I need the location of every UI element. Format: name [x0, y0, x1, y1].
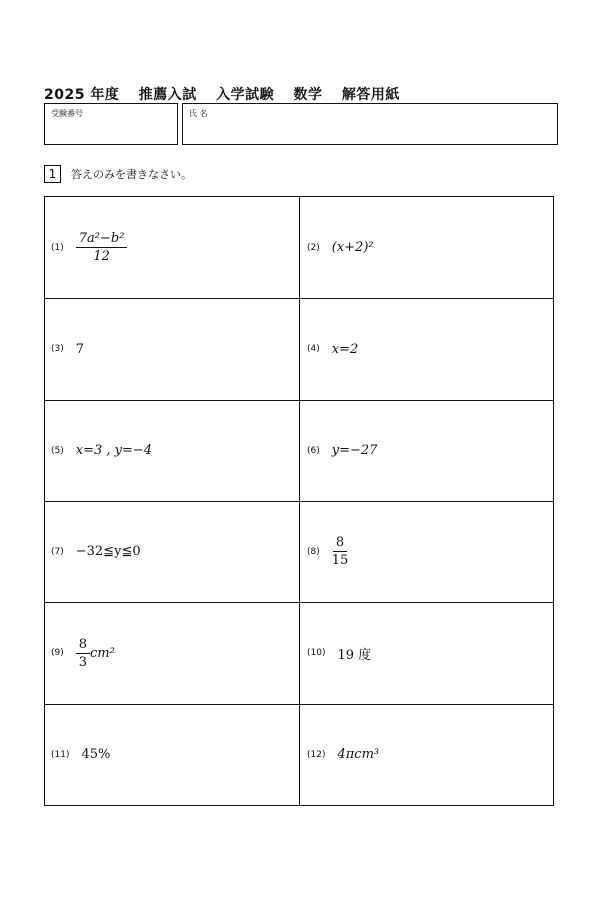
- answer-cell-8: [307, 501, 348, 602]
- answer-cell-4: [307, 298, 358, 400]
- name-field[interactable]: [182, 103, 558, 145]
- answer-cell-12: [307, 704, 379, 805]
- answer-text: y=−27: [331, 443, 378, 458]
- answer-cell-7: [51, 501, 141, 602]
- answer-text: 4πcm³: [337, 747, 380, 762]
- answer-text: (x+2)²: [331, 240, 374, 255]
- name-label: 氏 名: [189, 109, 208, 118]
- grid-divider: [45, 704, 553, 705]
- section-number: 1: [44, 165, 61, 183]
- answer-cell-9: [51, 602, 115, 704]
- answer-cell-2: [307, 197, 374, 298]
- answer-unit: cm²: [90, 645, 115, 661]
- exam-subject: 数学: [293, 87, 323, 103]
- answer-text: x=3 , y=−4: [75, 443, 153, 458]
- exam-year: 2025 年度: [44, 87, 120, 103]
- answer-cell-10: [307, 602, 371, 704]
- answer-label: (3): [51, 344, 64, 354]
- sheet-title: [44, 84, 414, 104]
- answer-cell-11: [51, 704, 110, 805]
- answer-label: (8): [307, 546, 320, 557]
- answer-fraction: [76, 637, 90, 670]
- fraction-denominator: 12: [93, 249, 110, 264]
- exam-number-label: 受験番号: [51, 109, 83, 118]
- section-instruction: 答えのみを書きなさい。: [71, 168, 192, 181]
- answer-text: x=2: [331, 341, 359, 357]
- section-header: [44, 165, 192, 183]
- answer-text: 19 度: [337, 647, 372, 663]
- sheet-name: 解答用紙: [341, 87, 400, 103]
- answer-text: 45%: [81, 747, 111, 762]
- answer-fraction: [76, 231, 128, 264]
- answer-label: (11): [51, 749, 70, 760]
- answer-grid: [44, 196, 554, 806]
- exam-type: 推薦入試: [138, 87, 197, 103]
- answer-cell-3: [51, 298, 84, 400]
- answer-label: (6): [307, 445, 320, 456]
- grid-divider: [45, 602, 553, 603]
- fraction-numerator: 8: [76, 637, 90, 654]
- fraction-denominator: 15: [331, 553, 349, 568]
- answer-label: (10): [307, 648, 326, 658]
- answer-cell-6: [307, 400, 377, 501]
- answer-label: (2): [307, 242, 320, 253]
- exam-name: 入学試験: [216, 87, 275, 103]
- fraction-numerator: 7a²−b²: [76, 231, 128, 248]
- answer-label: (7): [51, 546, 64, 557]
- answer-cell-5: [51, 400, 152, 501]
- fraction-numerator: 8: [333, 535, 347, 552]
- answer-label: (5): [51, 445, 64, 456]
- grid-divider: [45, 298, 553, 299]
- answer-label: (1): [51, 242, 64, 253]
- answer-text: 7: [75, 341, 85, 357]
- exam-number-field[interactable]: [44, 103, 178, 145]
- answer-cell-1: [51, 197, 127, 298]
- answer-label: (4): [307, 344, 320, 354]
- answer-text: −32≦y≦0: [75, 544, 141, 559]
- answer-label: (12): [307, 749, 326, 760]
- answer-fraction: [332, 535, 349, 568]
- answer-label: (9): [51, 648, 64, 658]
- fraction-denominator: 3: [78, 654, 88, 670]
